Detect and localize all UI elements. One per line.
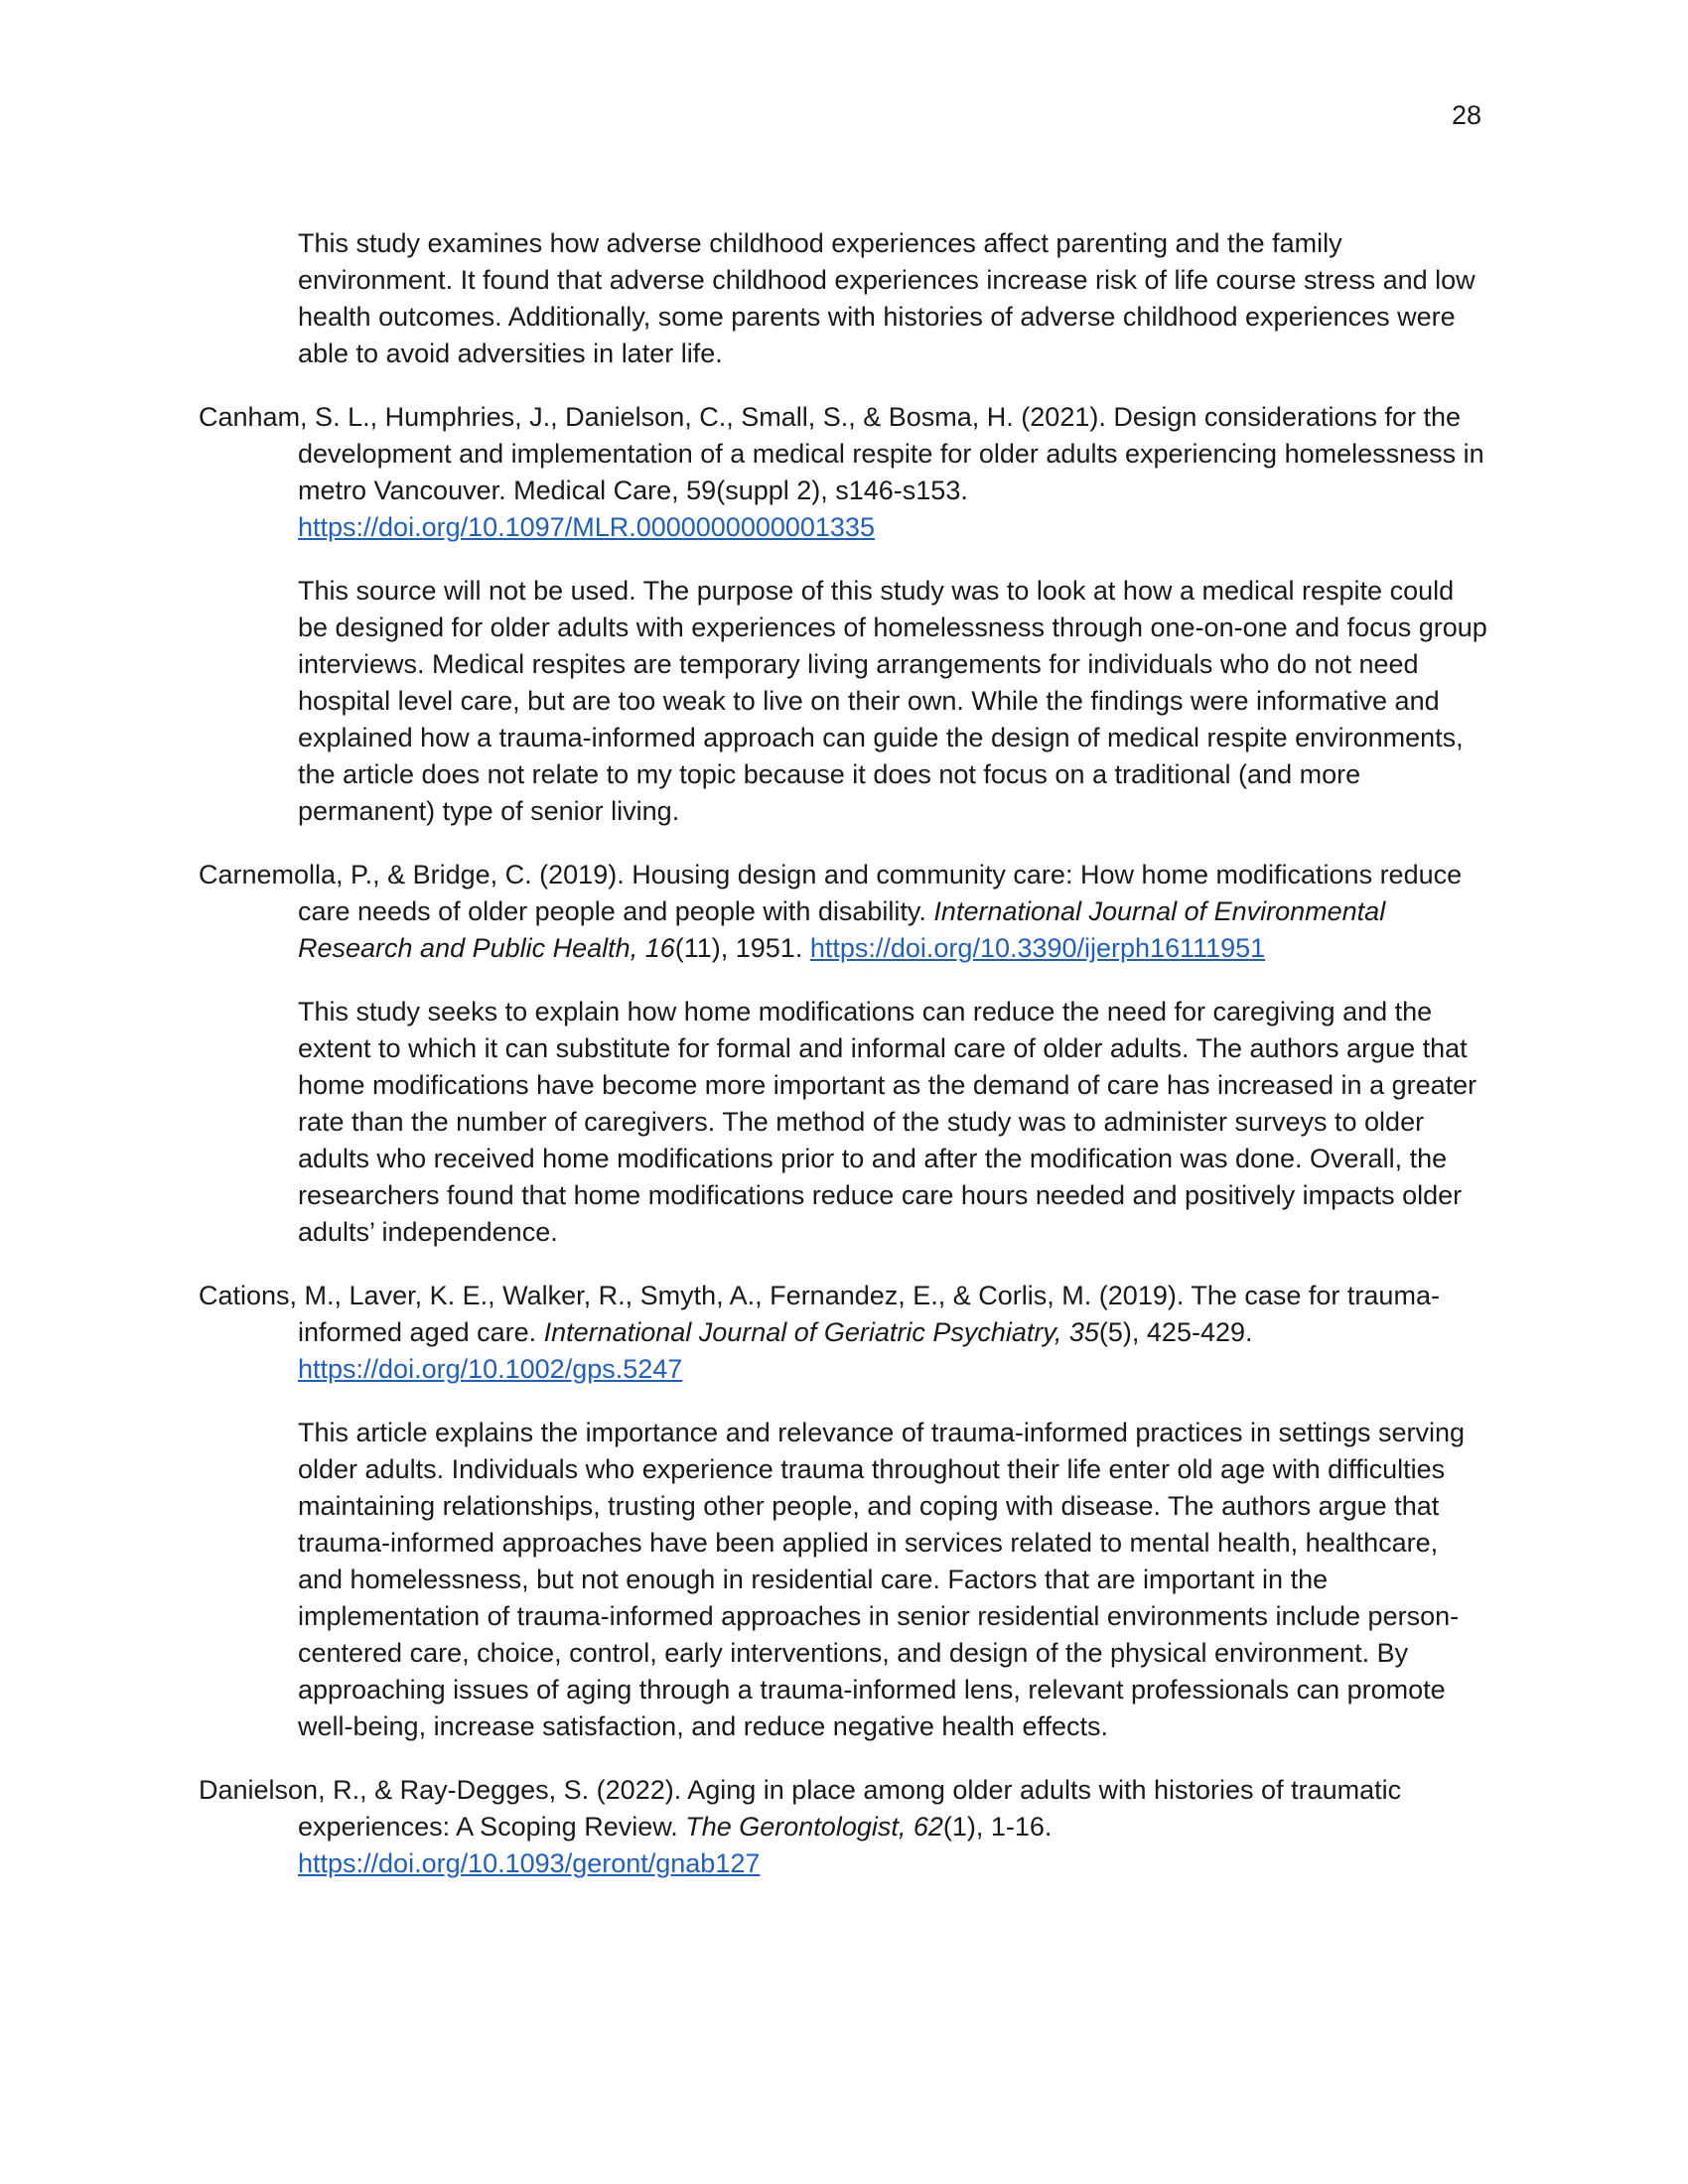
doi-link[interactable]: https://doi.org/10.3390/ijerph16111951 [809,933,1266,963]
intro-annotation: This study examines how adverse childhood experiences affect parenting and the family environment. It found that adverse childhood experiences increase risk of life course stress and low health outcomes. Additionally, some parents with histories of adverse childhood experiences were able to avoid adversities in later life. [298,228,1476,368]
journal-title: International Journal of Geriatric Psychiatry, 35 [543,1317,1099,1347]
annotation-cations: This article explains the importance and relevance of trauma-informed practices in settings serving older adults. Individuals who experience trauma throughout their life enter old age with difficulties maintaining relationships, trusting other people, and coping with disease. The authors argue that trauma-informed approaches have been applied in services related to mental health, healthcare, and homelessness, but not enough in residential care. Factors that are important in the implementation of trauma-informed approaches in senior residential environments include person-centered care, choice, control, early interventions, and design of the physical environment. By approaching issues of aging through a trauma-informed lens, relevant professionals can promote well-being, increase satisfaction, and reduce negative health effects. [298,1418,1466,1741]
reference-cations [199,1278,1489,1388]
citation-text: Carnemolla, P., & Bridge, C. (2019). Housing design and community care: How home modifications reduce care needs of older people and people with disability. [199,860,1463,926]
reference-canham [199,399,1489,546]
doi-link[interactable]: https://doi.org/10.1097/MLR.0000000000001335 [298,512,875,542]
bibliography [199,199,1489,1900]
citation-volume: (11), 1951. [674,933,803,963]
reference-carnemolla [199,857,1489,967]
annotation-canham: This source will not be used. The purpose of this study was to look at how a medical respite could be designed for older adults with experiences of homelessness through one-on-one and focus group interviews. Medical respites are temporary living arrangements for individuals who do not need hospital level care, but are too weak to live on their own. While the findings were informative and explained how a trauma-informed approach can guide the design of medical respite environments, the article does not relate to my topic because it does not focus on a traditional (and more permanent) type of senior living. [298,576,1487,826]
annotation-carnemolla: This study seeks to explain how home modifications can reduce the need for caregiving and the extent to which it can substitute for formal and informal care of older adults. The authors argue that home modifications have become more important as the demand of care has increased in a greater rate than the number of caregivers. The method of the study was to administer surveys to older adults who received home modifications prior to and after the modification was done. Overall, the researchers found that home modifications reduce care hours needed and positively impacts older adults’ independence. [298,997,1477,1247]
doi-link[interactable]: https://doi.org/10.1002/gps.5247 [298,1354,683,1384]
doi-link[interactable]: https://doi.org/10.1093/geront/gnab127 [298,1848,761,1878]
citation-text: Danielson, R., & Ray-Degges, S. (2022). Aging in place among older adults with histories of traumatic experiences: A Scoping Review. [199,1775,1402,1842]
reference-danielson [199,1772,1489,1882]
citation-volume: (5), 425-429. [1098,1317,1253,1347]
citation-volume: (1), 1-16. [942,1812,1053,1842]
citation-text: Cations, M., Laver, K. E., Walker, R., Smyth, A., Fernandez, E., & Corlis, M. (2019). The case for trauma-informed aged care. [199,1281,1440,1347]
page-number: 28 [1451,100,1481,130]
journal-title: International Journal of Environmental Research and Public Health, 16 [298,896,1386,963]
citation-text: Canham, S. L., Humphries, J., Danielson, C., Small, S., & Bosma, H. (2021). Design considerations for the development and implementation of a medical respite for older adults experiencing homelessness in metro Vancouver. Medical Care, 59(suppl 2), s146-s153. [199,402,1484,505]
journal-title: The Gerontologist, 62 [685,1812,943,1842]
